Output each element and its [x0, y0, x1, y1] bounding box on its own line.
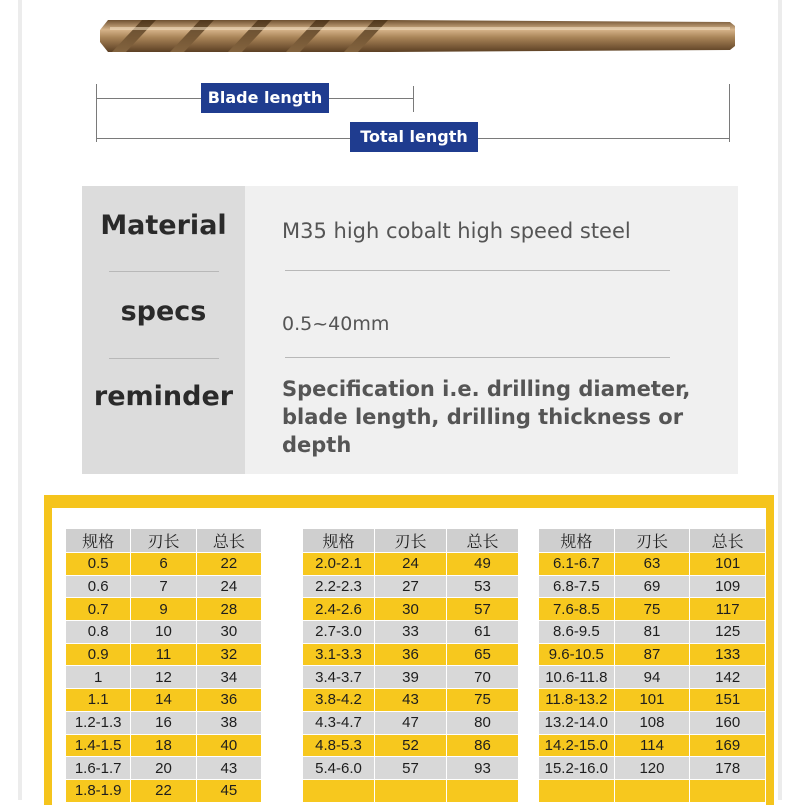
- table-cell: 28: [196, 598, 261, 621]
- table-cell: 94: [614, 666, 690, 689]
- table-row: [303, 734, 519, 757]
- table-cell: 0.6: [66, 575, 131, 598]
- table-cell: 5.4-6.0: [303, 757, 375, 780]
- table-row: [66, 575, 262, 598]
- table-cell: 14: [131, 689, 196, 712]
- table-row: [303, 621, 519, 644]
- table-cell: 10: [131, 621, 196, 644]
- table-cell: 0.9: [66, 643, 131, 666]
- table-cell: 6: [131, 553, 196, 576]
- table-cell: 3.4-3.7: [303, 666, 375, 689]
- table-cell: 4.3-4.7: [303, 711, 375, 734]
- table-cell: [303, 779, 375, 802]
- reminder-key: reminder: [93, 381, 234, 412]
- drill-bit-image: [90, 12, 740, 60]
- specs-key: specs: [120, 296, 207, 327]
- column-header: 规格: [66, 529, 131, 553]
- table-cell: 101: [614, 689, 690, 712]
- table-cell: 108: [614, 711, 690, 734]
- divider: [109, 271, 219, 272]
- table-cell: 142: [690, 666, 766, 689]
- material-key: Material: [100, 210, 227, 241]
- table-cell: 57: [447, 598, 519, 621]
- table-row: [66, 757, 262, 780]
- column-header: 总长: [447, 529, 519, 553]
- table-row: [539, 621, 766, 644]
- table-cell: 7: [131, 575, 196, 598]
- table-cell: 1.2-1.3: [66, 711, 131, 734]
- table-cell: 12: [131, 666, 196, 689]
- table-cell: 3.1-3.3: [303, 643, 375, 666]
- table-cell: [447, 779, 519, 802]
- table-cell: 93: [447, 757, 519, 780]
- table-cell: 0.5: [66, 553, 131, 576]
- table-cell: 61: [447, 621, 519, 644]
- page-edge-left: [18, 0, 22, 800]
- table-cell: 36: [375, 643, 447, 666]
- table-cell: 43: [375, 689, 447, 712]
- size-table-2: [302, 528, 519, 803]
- table-row: [303, 711, 519, 734]
- table-cell: 40: [196, 734, 261, 757]
- table-cell: 101: [690, 553, 766, 576]
- column-header: 刃长: [131, 529, 196, 553]
- material-value: M35 high cobalt high speed steel: [282, 219, 631, 243]
- dimension-tick-total-end: [729, 84, 730, 142]
- table-cell: 109: [690, 575, 766, 598]
- table-row: [539, 757, 766, 780]
- table-cell: 57: [375, 757, 447, 780]
- table-cell: 1: [66, 666, 131, 689]
- table-row: [66, 711, 262, 734]
- table-row: [66, 666, 262, 689]
- table-cell: 0.7: [66, 598, 131, 621]
- table-cell: 11: [131, 643, 196, 666]
- table-cell: 32: [196, 643, 261, 666]
- table-row: [303, 689, 519, 712]
- table-cell: 43: [196, 757, 261, 780]
- table-cell: 80: [447, 711, 519, 734]
- divider: [109, 358, 219, 359]
- table-cell: 1.6-1.7: [66, 757, 131, 780]
- table-cell: 47: [375, 711, 447, 734]
- table-cell: [539, 779, 615, 802]
- table-header-row: [539, 529, 766, 553]
- table-cell: 2.7-3.0: [303, 621, 375, 644]
- blade-length-label: Blade length: [201, 83, 329, 113]
- table-cell: 13.2-14.0: [539, 711, 615, 734]
- table-cell: 114: [614, 734, 690, 757]
- table-cell: 7.6-8.5: [539, 598, 615, 621]
- table-cell: 70: [447, 666, 519, 689]
- table-row: [539, 643, 766, 666]
- dimension-tick-blade-end: [413, 86, 414, 112]
- table-cell: 33: [375, 621, 447, 644]
- table-cell: 52: [375, 734, 447, 757]
- table-row: [303, 575, 519, 598]
- divider: [285, 357, 670, 358]
- table-row: [539, 666, 766, 689]
- table-cell: 38: [196, 711, 261, 734]
- column-header: 刃长: [614, 529, 690, 553]
- table-cell: 27: [375, 575, 447, 598]
- table-cell: 24: [375, 553, 447, 576]
- table-row: [66, 553, 262, 576]
- table-cell: 8.6-9.5: [539, 621, 615, 644]
- divider: [285, 270, 670, 271]
- table-row: [303, 666, 519, 689]
- table-row: [303, 643, 519, 666]
- table-cell: 39: [375, 666, 447, 689]
- table-row: [539, 711, 766, 734]
- table-row: [539, 598, 766, 621]
- table-cell: 117: [690, 598, 766, 621]
- table-cell: 9.6-10.5: [539, 643, 615, 666]
- total-length-label: Total length: [350, 122, 478, 152]
- table-row: [66, 598, 262, 621]
- table-header-row: [66, 529, 262, 553]
- table-cell: 16: [131, 711, 196, 734]
- table-row: [303, 779, 519, 802]
- table-cell: 34: [196, 666, 261, 689]
- table-cell: 22: [131, 779, 196, 802]
- table-cell: 133: [690, 643, 766, 666]
- table-cell: 9: [131, 598, 196, 621]
- table-cell: 24: [196, 575, 261, 598]
- table-row: [303, 598, 519, 621]
- column-header: 总长: [690, 529, 766, 553]
- table-cell: 151: [690, 689, 766, 712]
- table-cell: 87: [614, 643, 690, 666]
- table-row: [66, 779, 262, 802]
- size-table-3: [538, 528, 766, 803]
- table-row: [66, 643, 262, 666]
- table-cell: 65: [447, 643, 519, 666]
- size-tables-frame: [44, 495, 774, 805]
- table-row: [539, 779, 766, 802]
- table-cell: 14.2-15.0: [539, 734, 615, 757]
- table-row: [66, 734, 262, 757]
- table-cell: 4.8-5.3: [303, 734, 375, 757]
- specs-value: 0.5~40mm: [282, 313, 390, 335]
- page-edge-right: [778, 0, 782, 800]
- table-cell: 69: [614, 575, 690, 598]
- table-row: [539, 553, 766, 576]
- table-cell: 1.4-1.5: [66, 734, 131, 757]
- column-header: 规格: [539, 529, 615, 553]
- reminder-value: Specification i.e. drilling diameter, blade length, drilling thickness or depth: [282, 377, 691, 457]
- table-cell: 15.2-16.0: [539, 757, 615, 780]
- table-cell: 160: [690, 711, 766, 734]
- table-cell: 22: [196, 553, 261, 576]
- table-cell: 1.8-1.9: [66, 779, 131, 802]
- dimension-tick-start: [96, 84, 97, 142]
- table-cell: 6.8-7.5: [539, 575, 615, 598]
- column-header: 规格: [303, 529, 375, 553]
- table-cell: 18: [131, 734, 196, 757]
- table-cell: 53: [447, 575, 519, 598]
- spec-label-column: [82, 186, 245, 474]
- table-cell: 10.6-11.8: [539, 666, 615, 689]
- table-row: [539, 575, 766, 598]
- table-cell: 1.1: [66, 689, 131, 712]
- table-cell: [690, 779, 766, 802]
- size-table-1: [65, 528, 262, 803]
- table-cell: 2.2-2.3: [303, 575, 375, 598]
- table-cell: 30: [375, 598, 447, 621]
- table-row: [66, 621, 262, 644]
- table-cell: 75: [614, 598, 690, 621]
- spec-panel: [82, 186, 738, 474]
- table-cell: 125: [690, 621, 766, 644]
- table-cell: 63: [614, 553, 690, 576]
- table-cell: [614, 779, 690, 802]
- table-cell: 2.4-2.6: [303, 598, 375, 621]
- table-cell: 0.8: [66, 621, 131, 644]
- table-header-row: [303, 529, 519, 553]
- table-cell: 36: [196, 689, 261, 712]
- table-cell: 20: [131, 757, 196, 780]
- table-cell: 81: [614, 621, 690, 644]
- table-cell: 75: [447, 689, 519, 712]
- table-cell: 6.1-6.7: [539, 553, 615, 576]
- table-row: [303, 757, 519, 780]
- column-header: 刃长: [375, 529, 447, 553]
- table-cell: 45: [196, 779, 261, 802]
- table-cell: [375, 779, 447, 802]
- table-cell: 178: [690, 757, 766, 780]
- column-header: 总长: [196, 529, 261, 553]
- table-row: [66, 689, 262, 712]
- table-cell: 49: [447, 553, 519, 576]
- table-cell: 120: [614, 757, 690, 780]
- table-cell: 11.8-13.2: [539, 689, 615, 712]
- size-tables-area: [52, 508, 766, 808]
- table-row: [539, 689, 766, 712]
- table-row: [303, 553, 519, 576]
- table-cell: 30: [196, 621, 261, 644]
- table-cell: 3.8-4.2: [303, 689, 375, 712]
- table-row: [539, 734, 766, 757]
- table-cell: 169: [690, 734, 766, 757]
- table-cell: 2.0-2.1: [303, 553, 375, 576]
- table-cell: 86: [447, 734, 519, 757]
